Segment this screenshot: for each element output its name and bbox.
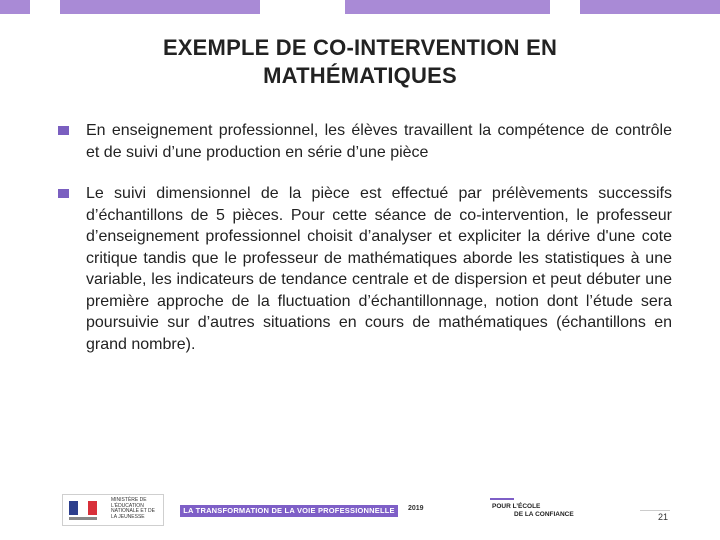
bullet-text: Le suivi dimensionnel de la pièce est effectué par prélèvements successifs d’échantillons de 5 pièces. Pour cette séance de co-intervention, le professeur d’enseignement professionnel choisit d’analyser et expliciter la dérive d'une cote critique tandis que le professeur de mathématiques aborde les statistiques à une variable, les indicateurs de tendance centrale et de dispersion et peut débuter une première approche de la fluctuation d’échantillonnage, notion dont l’étude sera poursuivie sur d’autres situations en cours de mathématiques (échantillons en grand nombre). [86, 185, 672, 353]
ministry-name: MINISTÈRE DE L'ÉDUCATION NATIONALE ET DE LA JEUNESSE [111, 497, 155, 520]
footer-year: 2019 [408, 505, 424, 512]
page-number-divider [640, 510, 670, 511]
bullet-text: En enseignement professionnel, les élèves travaillent la compétence de contrôle et de suivi d’une production en série d’une pièce [86, 122, 672, 161]
bullet-item [58, 183, 672, 355]
ecole-logo-mark-icon [490, 498, 514, 500]
slide-title-line-1: EXEMPLE DE CO-INTERVENTION EN [162, 35, 558, 60]
page-number: 21 [658, 512, 669, 522]
marianne-motto-icon [69, 517, 97, 520]
french-flag-icon [69, 501, 97, 515]
square-bullet-icon [58, 126, 69, 135]
slide-title-line-2: MATHÉMATIQUES [263, 63, 457, 88]
ministry-logo [62, 494, 164, 526]
top-accent-bar [60, 0, 260, 14]
top-accent-bar [345, 0, 550, 14]
bullet-list [58, 120, 672, 375]
footer-banner: LA TRANSFORMATION DE LA VOIE PROFESSIONNELLE [180, 505, 398, 517]
footer [0, 490, 720, 540]
ecole-logo-line-1: POUR L’ÉCOLE [492, 503, 541, 510]
square-bullet-icon [58, 189, 69, 198]
ecole-logo-line-2: DE LA CONFIANCE [514, 511, 574, 518]
slide-title [80, 34, 640, 90]
bullet-item [58, 120, 672, 163]
top-accent-bar [0, 0, 30, 14]
top-accent-bar [580, 0, 720, 14]
